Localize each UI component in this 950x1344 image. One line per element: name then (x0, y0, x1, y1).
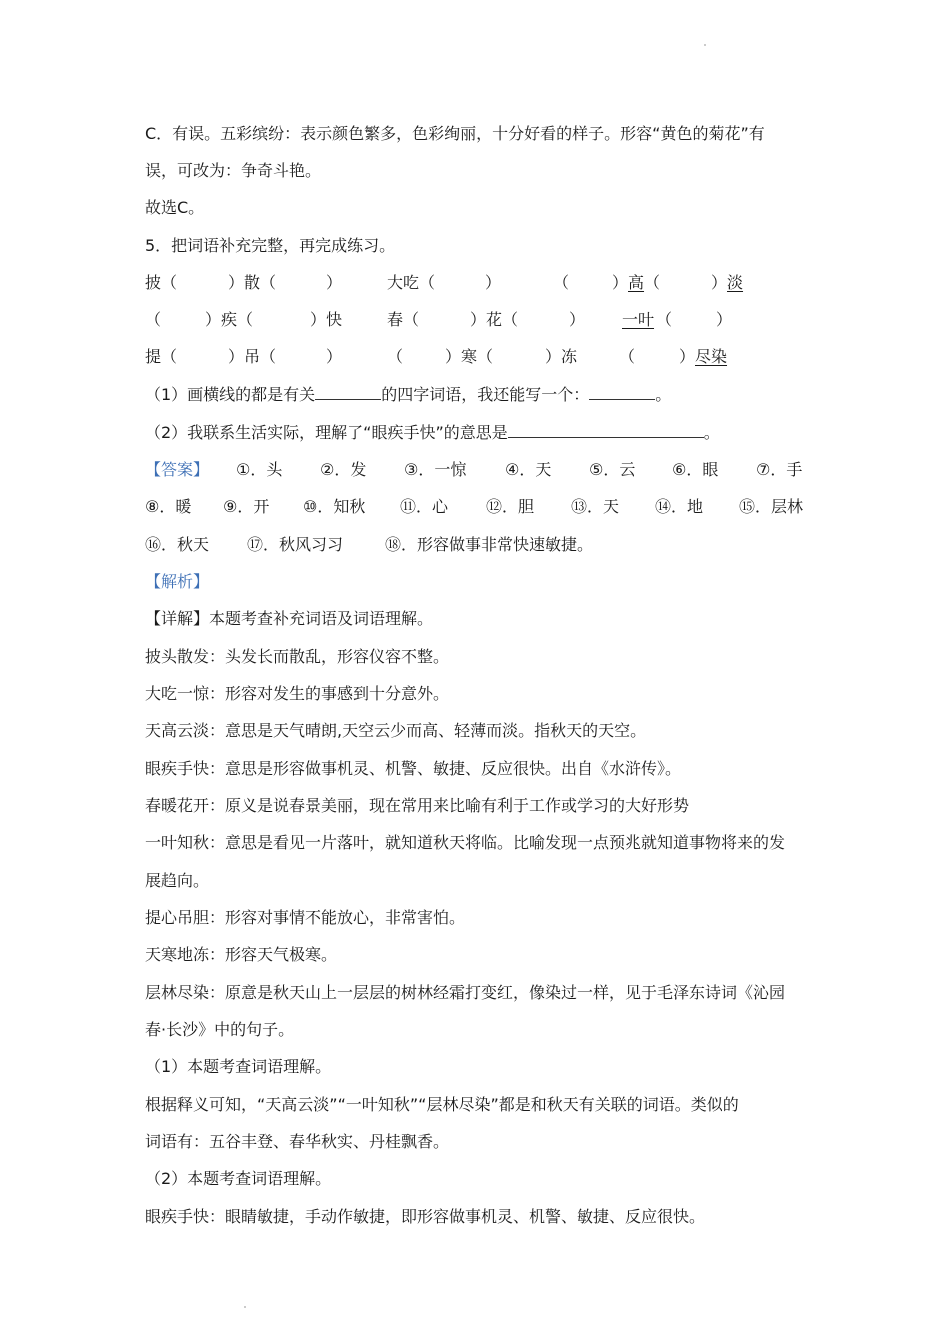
row2-h: （ (656, 310, 673, 329)
row3-h2: 尽染 (695, 347, 728, 366)
analysis-label: 【解析】 (145, 572, 210, 591)
analysis-line: 大吃一惊：形容对发生的事感到十分意外。 (145, 684, 450, 703)
sub-q1-text-b: 的四字词语，我还能写一个： (381, 385, 590, 404)
analysis-line: （2）本题考查词语理解。 (145, 1169, 332, 1188)
sub-q2-text-a: （2）我联系生活实际，理解了“眼疾手快”的意思是 (145, 423, 508, 442)
row2-b: ）疾（ (205, 310, 254, 329)
row2-d: 春（ (387, 310, 420, 329)
analysis-line: （1）本题考查词语理解。 (145, 1057, 332, 1076)
sub-q2-blank (508, 423, 704, 438)
answer-item: ⑱．形容做事非常快速敏捷。 (385, 535, 594, 554)
row1-c: ） (326, 273, 343, 292)
analysis-line: 词语有：五谷丰登、春华秋实、丹桂飘香。 (145, 1132, 450, 1151)
row3-f: ）冻 (545, 347, 578, 366)
analysis-line: 春·长沙》中的句子。 (145, 1020, 295, 1039)
row1-f: （ (553, 273, 570, 292)
analysis-line: 眼疾手快：眼睛敏捷，手动作敏捷，即形容做事机灵、机警、敏捷、反应很快。 (145, 1207, 706, 1226)
answer-item: ⑬．天 (571, 497, 620, 516)
row2-g: 一叶 (622, 310, 655, 329)
row3-a: 提（ (145, 347, 178, 366)
sub-question-1 (145, 385, 671, 405)
answer-label: 【答案】 (145, 460, 210, 479)
question-5-title: 5．把词语补充完整，再完成练习。 (145, 236, 396, 255)
option-c-line-2: 误，可改为：争奇斗艳。 (145, 161, 322, 180)
sub-q1-text-a: （1）画横线的都是有关 (145, 385, 316, 404)
answer-item: ⑩．知秋 (303, 497, 366, 516)
analysis-line: 披头散发：头发长而散乱，形容仪容不整。 (145, 647, 450, 666)
analysis-line: 天寒地冻：形容天气极寒。 (145, 945, 338, 964)
row1-d: 大吃（ (387, 273, 436, 292)
row1-g2: 高 (628, 273, 645, 292)
scan-dot (704, 44, 706, 46)
sub-q1-blank-2 (589, 385, 655, 400)
analysis-line: 层林尽染：原意是秋天山上一层层的树林经霜打变红，像染过一样，见于毛泽东诗词《沁园 (145, 983, 786, 1002)
answer-item: ⑭．地 (655, 497, 704, 516)
row2-c: ）快 (310, 310, 343, 329)
answer-item: ⑮．层林 (739, 497, 804, 516)
row1-h2: 淡 (727, 273, 744, 292)
analysis-line: 天高云淡：意思是天气晴朗,天空云少而高、轻薄而淡。指秋天的天空。 (145, 721, 647, 740)
row1-g3: （ (644, 273, 661, 292)
row2-i: ） (716, 310, 733, 329)
row3-c: ） (326, 347, 343, 366)
sub-q1-text-c: 。 (655, 385, 672, 404)
row3-b: ）吊（ (228, 347, 277, 366)
answer-item: ⑰．秋风习习 (247, 535, 344, 554)
answer-item: ⑪．心 (400, 497, 449, 516)
row3-d: （ (387, 347, 404, 366)
row2-e: ）花（ (470, 310, 519, 329)
analysis-line: 根据释义可知，“天高云淡”“一叶知秋”“层林尽染”都是和秋天有关联的词语。类似的 (145, 1095, 739, 1114)
row3-e: ）寒（ (445, 347, 494, 366)
answer-item: ⑨．开 (223, 497, 270, 516)
analysis-line: 展趋向。 (145, 871, 210, 890)
row3-h (679, 347, 727, 367)
answer-item: ①．头 (236, 460, 283, 479)
sub-question-2 (145, 423, 720, 443)
answer-item: ②．发 (320, 460, 367, 479)
analysis-line: 眼疾手快：意思是形容做事机灵、机警、敏捷、反应很快。出自《水浒传》。 (145, 759, 682, 778)
row1-h (711, 273, 743, 293)
analysis-line: 一叶知秋：意思是看见一片落叶，就知道秋天将临。比喻发现一点预兆就知道事物将来的发 (145, 833, 786, 852)
answer-item: ④．天 (505, 460, 552, 479)
option-c-line-1: C．有误。五彩缤纷：表示颜色繁多，色彩绚丽，十分好看的样子。形容“黄色的菊花”有 (145, 124, 765, 143)
answer-item: ③．一惊 (404, 460, 467, 479)
answer-item: ⑯．秋天 (145, 535, 210, 554)
choice-line: 故选C。 (145, 198, 205, 217)
row1-g1: ） (612, 273, 629, 292)
scan-dot (244, 1306, 246, 1308)
sub-q1-blank-1 (315, 385, 381, 400)
analysis-line: 春暖花开：原义是说春景美丽，现在常用来比喻有利于工作或学习的大好形势 (145, 796, 690, 815)
answer-item: ⑤．云 (589, 460, 636, 479)
sub-q2-text-b: 。 (703, 423, 720, 442)
row1-b: ）散（ (228, 273, 277, 292)
row2-f: ） (569, 310, 586, 329)
row1-h1: ） (711, 273, 728, 292)
row3-h1: ） (679, 347, 696, 366)
answer-item: ⑫．胆 (486, 497, 535, 516)
row1-g (612, 273, 660, 293)
row1-a: 披（ (145, 273, 178, 292)
analysis-line: 提心吊胆：形容对事情不能放心，非常害怕。 (145, 908, 466, 927)
answer-item: ⑦．手 (756, 460, 803, 479)
row3-g: （ (619, 347, 636, 366)
answer-item: ⑧．暖 (145, 497, 192, 516)
row2-a: （ (145, 310, 162, 329)
row1-e: ） (485, 273, 502, 292)
answer-item: ⑥．眼 (672, 460, 719, 479)
analysis-line: 【详解】本题考查补充词语及词语理解。 (145, 609, 434, 628)
